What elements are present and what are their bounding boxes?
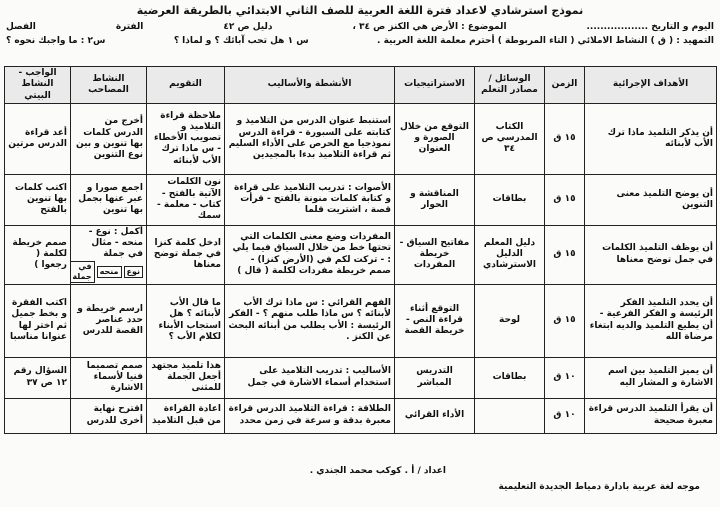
activity-cell: الطلاقة : قراءة التلاميذ الدرس قراءة معبرة بدقة و سرعة في زمن محدد [225, 398, 395, 433]
evaluation-cell: نون الكلمات الآتية بالفتح - كتاب - معلمة - سمك [147, 174, 225, 225]
strategy-cell: التوقع أثناء قراءة النص - خريطة القصة [395, 284, 475, 357]
homework-cell: اكتب كلمات بها تنوين بالفتح [5, 174, 71, 225]
time-cell: ١٠ ق [545, 398, 585, 433]
media-cell: بطاقات [475, 357, 545, 398]
homework-cell: أعد قراءة الدرس مرتين [5, 103, 71, 174]
media-cell: بطاقات [475, 174, 545, 225]
prepared-by: اعداد / أ . كوكب محمد الجندي . [309, 466, 446, 476]
question-1: س ١ هل تحب آبائك ؟ و لماذا ؟ [173, 36, 309, 46]
companion-cell: أخرج من الدرس كلمات بها تنوين و بين نوع التنوين [71, 103, 147, 174]
word-map-box: في جملة [71, 261, 95, 283]
table-row [5, 357, 717, 398]
activity-cell: الأساليب : تدريب التلاميذ على استخدام أسماء الاشارة في جمل [225, 357, 395, 398]
lesson-table [4, 66, 717, 434]
evaluation-cell: ادخل كلمة كنزا في جملة توضح معناها [147, 225, 225, 284]
time-cell: ١٠ ق [545, 357, 585, 398]
time-cell: ١٥ ق [545, 225, 585, 284]
activity-cell: الأصوات : تدريب التلاميذ على قراءة و كتابة كلمات منونة بالفتح - قرأت قصة ، اشتريت قلما [225, 174, 395, 225]
col-time: الزمن [545, 67, 585, 104]
time-cell: ١٥ ق [545, 103, 585, 174]
word-map-box: نوع [124, 266, 143, 278]
col-evaluation: التقويم [147, 67, 225, 104]
lesson-topic: الموضوع : الأرض هي الكنز ص ٣٤ ، [352, 22, 507, 32]
col-companion: النشاط المصاحب [71, 67, 147, 104]
strategy-cell: الأداء القرائي [395, 398, 475, 433]
objective-cell: أن يميز التلميذ بين اسم الاشارة و المشار اليه [585, 357, 717, 398]
table-row [5, 174, 717, 225]
media-cell: الكتاب المدرسي ص ٣٤ [475, 103, 545, 174]
homework-cell [5, 398, 71, 433]
media-cell [475, 398, 545, 433]
strategy-cell: التوقع من خلال الصورة و العنوان [395, 103, 475, 174]
table-row [5, 225, 717, 284]
header-row-1 [6, 22, 714, 32]
col-homework: الواجب - النشاط البيتي [5, 67, 71, 104]
evaluation-cell: ما قال الأب لأبنائه ؟ هل استجاب الأبناء لكلام الأب ؟ [147, 284, 225, 357]
day-date: اليوم و التاريخ .................. [586, 22, 714, 32]
homework-cell: السؤال رقم ١٢ ص ٣٧ [5, 357, 71, 398]
page-title: نموذج استرشادي لاعداد فترة اللغة العربية للصف الثاني الابتدائي بالطريقة العرضية [136, 4, 584, 17]
strategy-cell: مفاتيح السياق - خريطة المفردات [395, 225, 475, 284]
objective-cell: أن يذكر التلميذ ماذا ترك الأب لأبنائه [585, 103, 717, 174]
col-media: الوسائل / مصادر التعلم [475, 67, 545, 104]
strategy-cell: المناقشة و الحوار [395, 174, 475, 225]
activity-cell: استنبط عنوان الدرس من التلاميذ و كتابته على السبورة - قراءة الدرس نموذجيا مع الحرص على الأداء السليم ثم قراءة التلاميذ بدءا بالمجيدين [225, 103, 395, 174]
media-cell: لوحة [475, 284, 545, 357]
homework-cell: صمم خريطة لكلمة ( رجعوا ) [5, 225, 71, 284]
companion-cell: اقترح نهاية أخرى للدرس [71, 398, 147, 433]
supervisor-line: موجه لغة عربية بادارة دمياط الجديدة التعليمية [498, 482, 700, 492]
intro-text: التمهيد : ( ق ) النشاط الاملائي ( التاء المربوطة ) أحترم معلمة اللغة العربية . [377, 36, 714, 46]
media-cell: دليل المعلم الدليل الاسترشادي [475, 225, 545, 284]
evaluation-cell: ملاحظة قراءة التلاميذ و تصويب الأخطاء - س ماذا ترك الأب لأبنائه [147, 103, 225, 174]
companion-text: أكمل : نوع - منحه - مثال في جملة [88, 226, 143, 260]
companion-cell: اجمع صورا و عبر عنها بجمل بها تنوين [71, 174, 147, 225]
objective-cell: أن يقرأ التلميذ الدرس قراءة معبرة صحيحة [585, 398, 717, 433]
word-map-box: منحه [97, 266, 122, 278]
objective-cell: أن يحدد التلميذ الفكر الرئيسة و الفكر الفرعية - أن يطيع التلميذ والديه ابتغاء مرضاة الله [585, 284, 717, 357]
col-strategies: الاستراتيجيات [395, 67, 475, 104]
time-cell: ١٥ ق [545, 284, 585, 357]
table-row [5, 103, 717, 174]
evaluation-cell: هذا تلميذ مجتهد أجعل الجملة للمثنى [147, 357, 225, 398]
activity-cell: الفهم القرائي : س ماذا ترك الأب لأبنائه ؟ س ماذا طلب منهم ؟ - الفكر الرئيسة : الأب يطلب من أبنائه البحث عن الكنز . [225, 284, 395, 357]
period-label: الفترة [115, 22, 144, 32]
companion-cell: صمم تصميما فنيا لأسماء الاشارة [71, 357, 147, 398]
homework-cell: اكتب الفقرة و بخط جميل ثم اختر لها عنوانا مناسبا [5, 284, 71, 357]
companion-cell: ارسم خريطة و حدد عناصر القصة للدرس [71, 284, 147, 357]
header-row-2 [6, 36, 714, 46]
table-header-row [5, 67, 717, 104]
col-objectives: الأهداف الإجرائية [585, 67, 717, 104]
guide-page: دليل ص ٤٢ [223, 22, 273, 32]
col-activities: الأنشطة والأساليب [225, 67, 395, 104]
companion-cell [71, 225, 147, 284]
strategy-cell: التدريس المباشر [395, 357, 475, 398]
table-row [5, 284, 717, 357]
word-map-diagram [71, 261, 144, 283]
table-row [5, 398, 717, 433]
objective-cell: أن يوظف التلميذ الكلمات في جمل توضح معناها [585, 225, 717, 284]
objective-cell: أن يوضح التلميذ معنى التنوين [585, 174, 717, 225]
time-cell: ١٥ ق [545, 174, 585, 225]
activity-cell: المفردات وضع معنى الكلمات التي تحتها خط من خلال السياق فيما يلي : - تركت لكم في (الأرض كنزا) - صمم خريطة مفردات لكلمة ( قال ) [225, 225, 395, 284]
evaluation-cell: اعادة القراءة من قبل التلاميذ [147, 398, 225, 433]
class-label: الفصل [6, 22, 36, 32]
question-2: س٢ : ما واجبك نحوه ؟ [6, 36, 106, 46]
